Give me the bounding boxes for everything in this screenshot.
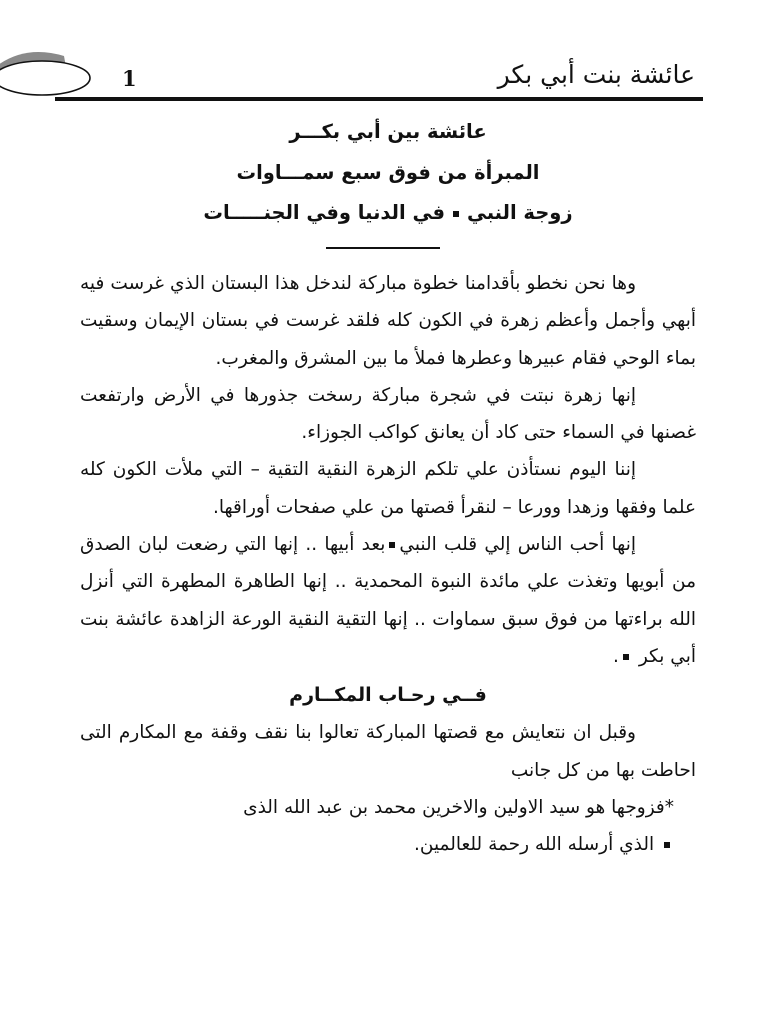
paragraph-7 [80,826,696,863]
body-text [80,265,696,863]
section-heading: فــي رحـاب المكــارم [289,684,487,707]
honorific-mark [453,211,459,217]
paragraph-1: وها نحن نخطو بأقدامنا خطوة مباركة لندخل هذا البستان الذي غرست فيه أبهي وأجمل وأعظم زهرة في الكون كله فلقد غرست في بستان الإيمان وسقيت بماء الوحي فقام عبيرها وعطرها فملأ ما بين المشرق والمغرب. [80,273,696,369]
paragraph-4-end: . [613,645,619,667]
paragraph-5: وقبل ان نتعايش مع قصتها المباركة تعالوا بنا نقف وقفة مع المكارم التى احاطت بها من كل جانب [80,722,696,781]
honorific-mark [389,542,395,548]
running-title: عائشة بنت أبي بكر [497,60,695,89]
title-line-3-part-2: في الدنيا وفي الجنـــــات [203,201,445,224]
honorific-mark [664,842,670,848]
title-line-2: المبرأة من فوق سبع سمـــاوات [236,160,540,184]
paragraph-6: *فزوجها هو سيد الاولين والاخرين محمد بن عبد الله الذى [243,796,674,818]
paragraph-4-part-2: بعد أبيها .. إنها التي رضعت لبان الصدق من أبويها وتغذت علي مائدة النبوة المحمدية .. إنها الطاهرة المطهرة التي أنزل الله براءتها من فوق سبق سماوات .. إنها التقية النقية الورعة الزاهدة عائشة بنت أبي بكر [80,534,696,667]
paragraph-4 [80,526,696,675]
header-rule [55,97,703,101]
paragraph-3: إننا اليوم نستأذن علي تلكم الزهرة النقية التقية – التي ملأت الكون كله علما وفقها وزهدا وورعا – لنقرأ قصتها من علي صفحات أوراقها. [80,459,696,518]
title-line-3-part-1: زوجة النبي [466,201,573,224]
paragraph-7-text: الذي أرسله الله رحمة للعالمين. [413,834,655,856]
title-block [80,118,696,240]
honorific-mark [623,654,629,660]
title-line-3 [80,199,696,240]
title-line-1: عائشة بين أبي بكـــر [289,120,487,143]
title-separator [326,247,440,249]
page-number: 1 [122,66,137,91]
paragraph-4-part-1: إنها أحب الناس إلي قلب النبي [399,534,636,556]
paragraph-2: إنها زهرة نبتت في شجرة مباركة رسخت جذورها في الأرض وارتفعت غصنها في السماء حتى كاد أن يعانق كواكب الجوزاء. [80,384,696,444]
